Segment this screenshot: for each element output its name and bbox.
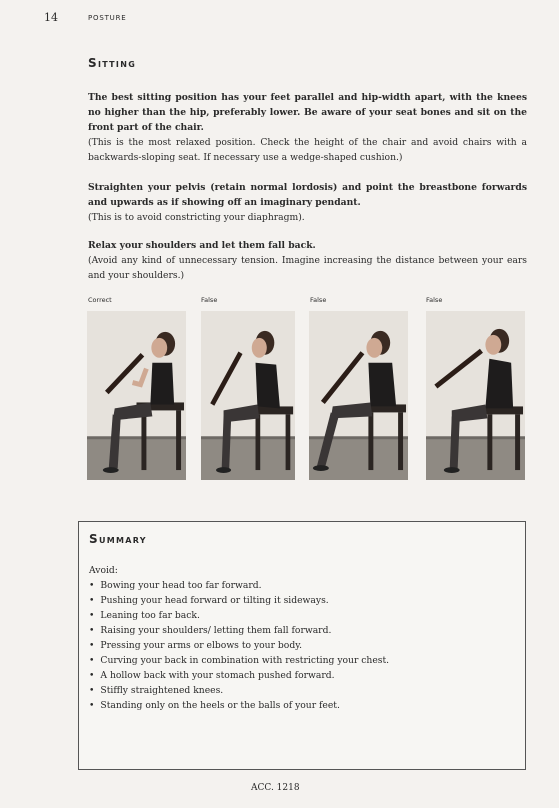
paragraph-1-note: (This is the most relaxed position. Check the height of the chair and avoid chairs with a backwards-sloping seat. If necessary use a wedge-shaped cushion.) (88, 137, 527, 163)
photo-sitting-false-1 (201, 311, 295, 480)
list-item: • Bowing your head too far forward. (89, 578, 389, 593)
photo-label-4: False (426, 296, 443, 304)
running-head: POSTURE (88, 14, 127, 22)
photo-label-1: Correct (88, 296, 112, 304)
photo-label-2: False (201, 296, 218, 304)
summary-lead: Avoid: (89, 565, 118, 576)
paragraph-2 (88, 180, 527, 225)
photo-sitting-false-2 (309, 311, 408, 480)
section-title: Sitting (88, 56, 137, 70)
list-item: • Pushing your head forward or tilting it sideways. (89, 593, 389, 608)
list-item: • Pressing your arms or elbows to your body. (89, 638, 389, 653)
paragraph-1-instruction: The best sitting position has your feet parallel and hip-width apart, with the knees no higher than the hip, preferably lower. Be aware of your seat bones and sit on the front part of the chair. (88, 92, 527, 133)
summary-list (89, 578, 389, 713)
list-item: • A hollow back with your stomach pushed forward. (89, 668, 389, 683)
paragraph-2-instruction: Straighten your pelvis (retain normal lordosis) and point the breastbone forwards and upwards as if showing off an imaginary pendant. (88, 182, 527, 208)
list-item: • Leaning too far back. (89, 608, 389, 623)
photo-sitting-false-3 (426, 311, 525, 480)
paragraph-3-note: (Avoid any kind of unnecessary tension. Imagine increasing the distance between your ears and your shoulders.) (88, 255, 527, 281)
photo-label-3: False (310, 296, 327, 304)
footer-code: ACC. 1218 (251, 783, 300, 793)
summary-title: Summary (89, 532, 147, 546)
list-item: • Curving your back in combination with restricting your chest. (89, 653, 389, 668)
photo-sitting-correct (87, 311, 186, 480)
list-item: • Raising your shoulders/ letting them fall forward. (89, 623, 389, 638)
page-number: 14 (44, 11, 58, 24)
summary-box (78, 521, 526, 770)
paragraph-1 (88, 90, 527, 165)
paragraph-3 (88, 238, 527, 283)
list-item: • Standing only on the heels or the balls of your feet. (89, 698, 389, 713)
paragraph-2-note: (This is to avoid constricting your diaphragm). (88, 212, 305, 223)
paragraph-3-instruction: Relax your shoulders and let them fall back. (88, 240, 316, 251)
list-item: • Stiffly straightened knees. (89, 683, 389, 698)
